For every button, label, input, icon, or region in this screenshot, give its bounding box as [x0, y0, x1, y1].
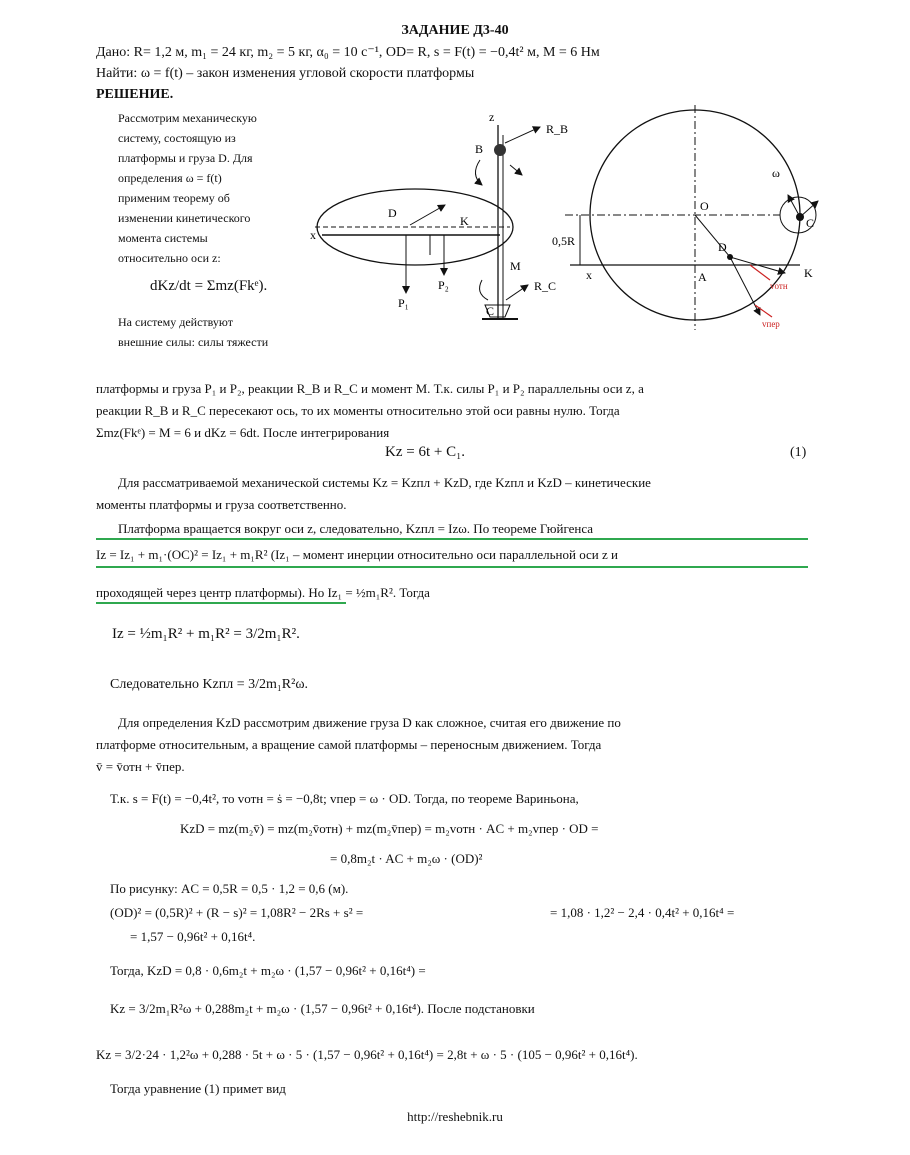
left-col-line: Рассмотрим механическую [118, 111, 257, 125]
para-line: Kz = 3/2m₁R²ω + 0,288m₂t + m₂ω · (1,57 − 0,96t² + 0,16t⁴). После подстановки [110, 1001, 535, 1016]
equation-KD-2: = 0,8m₂t · AC + m₂ω · (OD)² [330, 851, 483, 866]
fig-label-z: z [489, 110, 495, 124]
para-line: Тогда, KzD = 0,8 · 0,6m₂t + m₂ω · (1,57 − 0,96t² + 0,16t⁴) = [110, 963, 426, 978]
left-col-line: изменении кинетического [118, 211, 251, 225]
find-line: Найти: ω = f(t) – закон изменения угловой скорости платформы [96, 66, 475, 81]
para-line: = 1,57 − 0,96t² + 0,16t⁴. [130, 929, 256, 944]
para-line: моменты платформы и груза соответственно. [96, 497, 347, 512]
para-line: платформы и груза P₁ и P₂, реакции R_B и R_C и момент M. Т.к. силы P₁ и P₂ параллельны оси z, а [96, 381, 644, 396]
equation-number: (1) [790, 445, 807, 460]
left-col-line: На систему действуют [118, 315, 233, 329]
fig-label-P1: P₁ [398, 296, 409, 310]
fig-label-x-right: x [586, 268, 592, 282]
left-col-line: применим теорему об [118, 191, 230, 205]
left-col-line: момента системы [118, 231, 208, 245]
para-line: = 1,08 · 1,2² − 2,4 · 0,4t² + 0,16t⁴ = [550, 905, 735, 920]
fig-label-half-r: 0,5R [552, 234, 576, 248]
equation-dKz: dKz/dt = Σmz(Fkᵉ). [150, 278, 268, 294]
left-col-line: систему, состоящую из [118, 131, 236, 145]
para-line: реакции R_B и R_C пересекают ось, то их моменты относительно этой оси равны нулю. Тогда [96, 403, 620, 418]
solution-label: РЕШЕНИЕ. [96, 87, 174, 102]
highlight-underline [96, 566, 808, 568]
fig-label-D-left: D [388, 206, 397, 220]
fig-label-P2: P₂ [438, 278, 449, 292]
fig-label-C: C [486, 304, 495, 318]
para-line: проходящей через центр платформы). Но Iz₁ = ½m₁R². Тогда [96, 585, 430, 600]
para-line: платформе относительным, а вращение самой платформы – переносным движением. Тогда [96, 737, 602, 752]
para-line: Тогда уравнение (1) примет вид [110, 1081, 286, 1096]
fig-label-K-left: K [460, 214, 469, 228]
para-line: Iz = Iz₁ + m₁·(OC)² = Iz₁ + m₁R² (Iz₁ – момент инерции относительно оси параллельной оси z и [96, 547, 618, 562]
para-line: v̄ = v̄отн + v̄пер. [96, 759, 185, 774]
mechanism-figure [310, 105, 850, 415]
fig-label-RB: R_B [546, 122, 569, 136]
fig-label-v-otn: vотн [770, 281, 788, 291]
fig-label-A: A [698, 270, 707, 284]
equation-1: Kz = 6t + C₁. [385, 444, 466, 460]
para-line: Kz = 3/2·24 · 1,2²ω + 0,288 · 5t + ω · 5 · (1,57 − 0,96t² + 0,16t⁴) = 2,8t + ω · 5 · (105 − 0,96t² + 0,16t⁴). [96, 1047, 638, 1062]
equation-Iz: Iz = ½m₁R² + m₁R² = 3/2m₁R². [112, 626, 300, 642]
footer-url: http://reshebnik.ru [407, 1109, 503, 1124]
para-line: По рисунку: AC = 0,5R = 0,5 · 1,2 = 0,6 (м). [110, 881, 349, 896]
fig-label-M: M [510, 259, 521, 273]
left-col-line: внешние силы: силы тяжести [118, 335, 269, 349]
fig-label-omega: ω [772, 166, 780, 180]
left-col-line: определения ω = f(t) [118, 171, 222, 185]
highlight-underline [96, 602, 346, 604]
given-line: Дано: R= 1,2 м, m₁ = 24 кг, m₂ = 5 кг, α₀ = 10 с⁻¹, OD= R, s = F(t) = −0,4t² м, M = 6 Нм [96, 45, 600, 60]
fig-label-O: O [700, 199, 709, 213]
para-line: Σmz(Fkᵉ) = M = 6 и dKz = 6dt. После интегрирования [96, 425, 390, 440]
equation-KD-1: KzD = mz(m₂v̄) = mz(m₂v̄отн) + mz(m₂v̄пер) = m₂vотн · AC + m₂vпер · OD = [180, 821, 599, 836]
fig-label-v-per: vпер [762, 319, 780, 329]
para-line: Следовательно Kzпл = 3/2m₁R²ω. [110, 677, 309, 692]
para-line: Для определения KzD рассмотрим движение груза D как сложное, считая его движение по [118, 715, 621, 730]
fig-label-C-right: C [806, 216, 815, 230]
para-line: Т.к. s = F(t) = −0,4t², то vотн = ṡ = −0,8t; vпер = ω · OD. Тогда, по теореме Вариньона, [110, 791, 579, 806]
left-col-line: платформы и груза D. Для [118, 151, 253, 165]
para-line: (OD)² = (0,5R)² + (R − s)² = 1,08R² − 2Rs + s² = [110, 905, 364, 920]
fig-label-x-left: x [310, 228, 316, 242]
left-column-text [118, 108, 303, 268]
para-line: Платформа вращается вокруг оси z, следовательно, Kzпл = Izω. По теореме Гюйгенса [118, 521, 594, 536]
highlight-underline [96, 538, 808, 540]
page-title: ЗАДАНИЕ Д3-40 [401, 23, 509, 38]
left-column-text-2 [118, 312, 308, 352]
fig-label-B: B [475, 142, 484, 156]
fig-label-RC: R_C [534, 279, 557, 293]
left-col-line: относительно оси z: [118, 251, 221, 265]
para-line: Для рассматриваемой механической системы Kz = Kzпл + KzD, где Kzпл и KzD – кинетические [118, 475, 651, 490]
fig-label-K-right: K [804, 266, 813, 280]
fig-label-D-right: D [718, 240, 727, 254]
